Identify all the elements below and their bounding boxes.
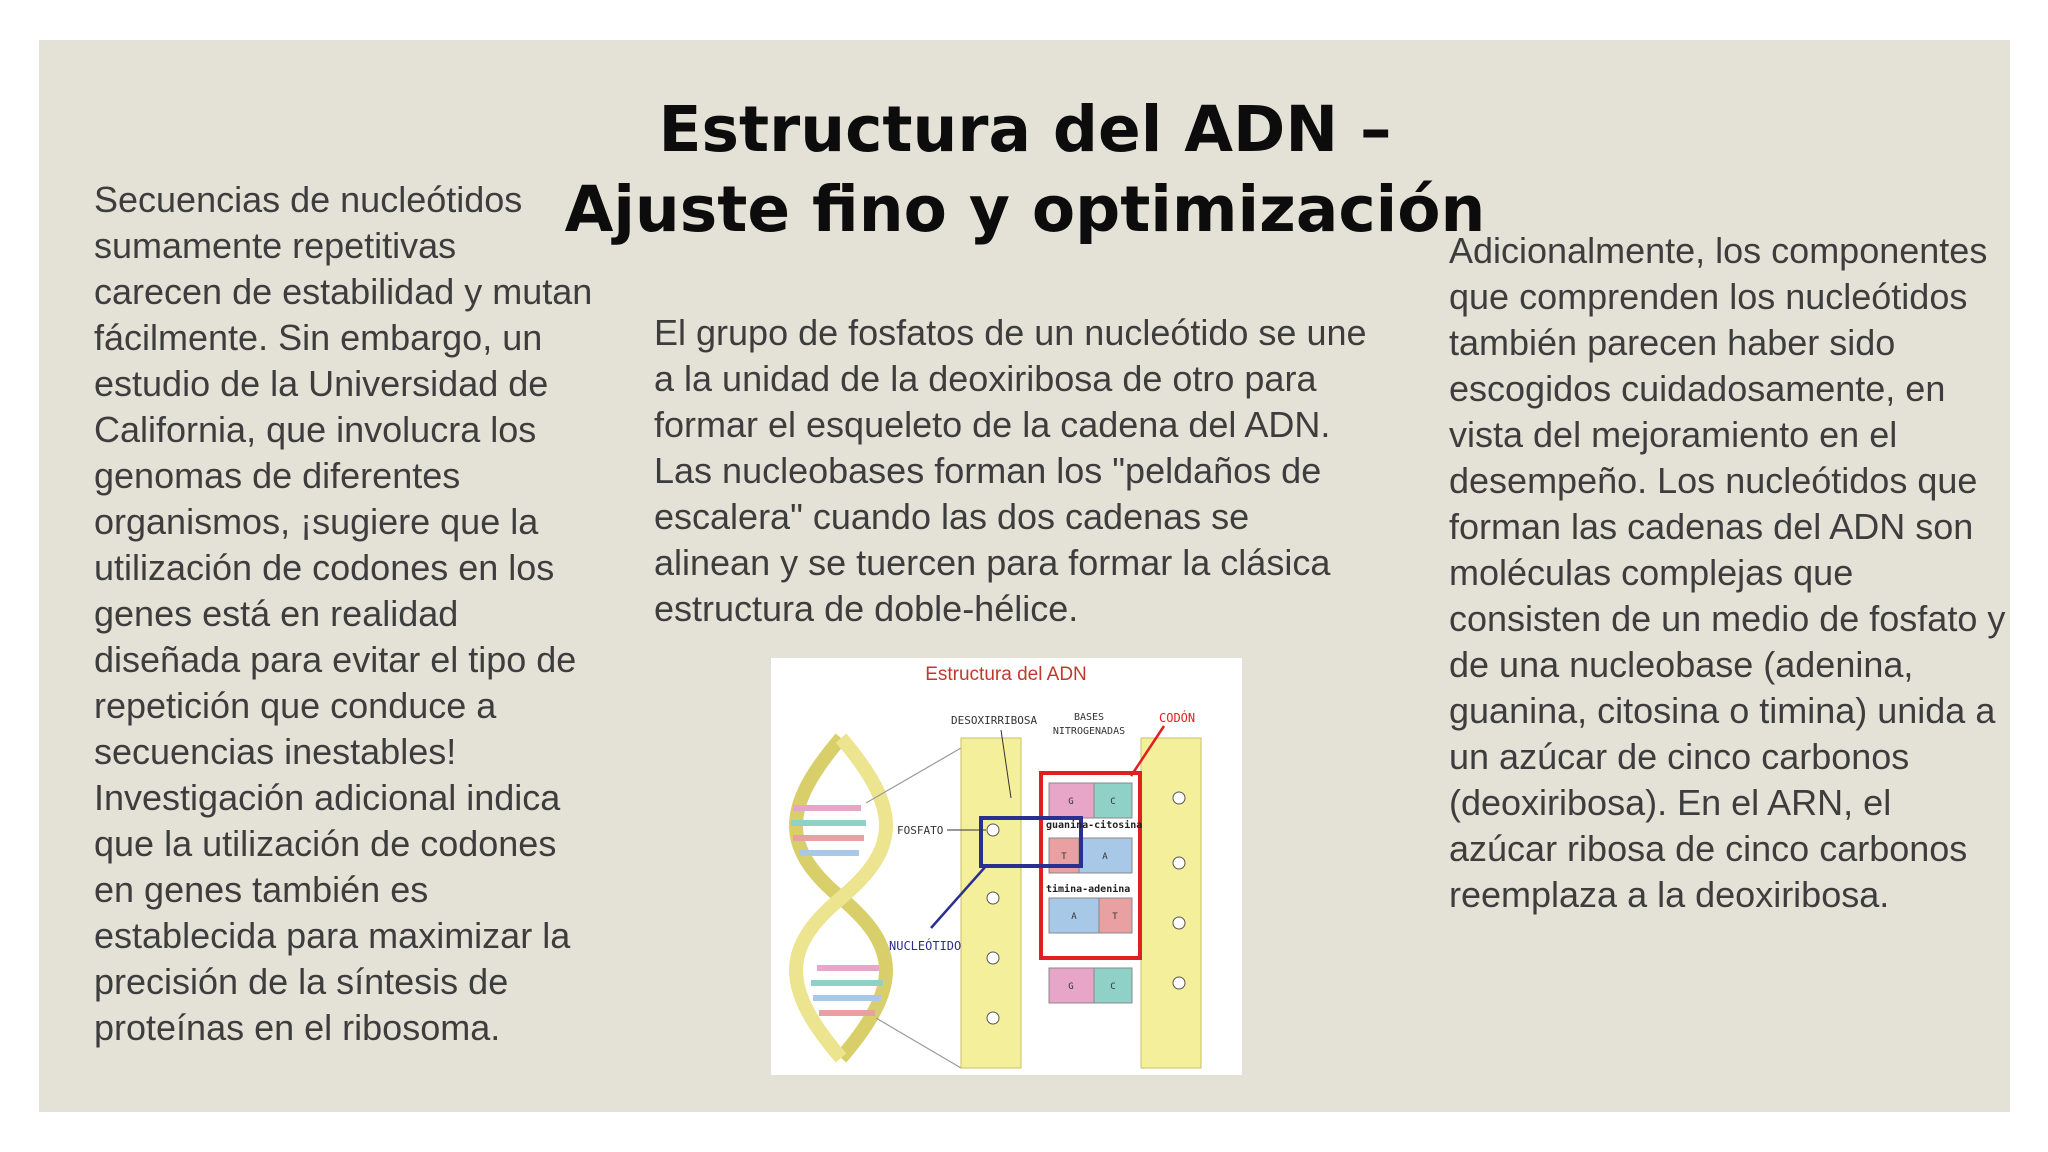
label-fosfato: FOSFATO: [897, 824, 944, 837]
base-letter: G: [1068, 982, 1074, 992]
label-timina-adenina: timina-adenina: [1046, 884, 1131, 895]
right-backbone-strand: [1141, 738, 1201, 1068]
label-nucleotido: NUCLEÓTIDO: [889, 939, 962, 953]
dna-structure-figure: [771, 658, 1242, 1075]
base-letter: C: [1110, 797, 1116, 807]
label-bases: BASES: [1073, 712, 1105, 723]
base-letter: A: [1071, 912, 1077, 922]
right-column-text: Adicionalmente, los componentes que comprenden los nucleótidos también parecen haber sido escogidos cuidadosamente, en vista del mejoramiento en el desempeño. Los nucleótidos que forman las cadenas del ADN son moléculas complejas que consisten de un medio de fosfato y de una nucleobase (adenina, guanina, citosina o timina) unida a un azúcar de cinco carbonos (deoxiribosa). En el ARN, el azúcar ribosa de cinco carbonos reemplaza a la deoxiribosa.: [1449, 230, 2006, 915]
base-letter: A: [1102, 852, 1108, 862]
label-guanina-citosina: guanina-citosina: [1046, 820, 1143, 831]
base-letter: C: [1110, 982, 1116, 992]
left-column-text: Secuencias de nucleótidos sumamente repetitivas carecen de estabilidad y mutan fácilmente. Sin embargo, un estudio de la Universidad de California, que involucra los genomas de diferentes organismos, ¡sugiere que la utilización de codones en los genes está en realidad diseñada para evitar el tipo de repetición que conduce a secuencias inestables! Investigación adicional indica que la utilización de codones en genes también es establecida para maximizar la precisión de la síntesis de proteínas en el ribosoma.: [94, 179, 593, 1048]
double-helix-graphic: [791, 738, 886, 1058]
label-codon: CODÓN: [1159, 711, 1196, 725]
label-desoxirribosa: DESOXIRRIBOSA: [951, 714, 1038, 727]
figure-title: Estructura del ADN: [925, 664, 1087, 685]
middle-column-text: El grupo de fosfatos de un nucleótido se une a la unidad de la deoxiribosa de otro para formar el esqueleto de la cadena del ADN. Las nucleobases forman los "peldaños de escalera" cuando las dos cadenas se alinean y se tuercen para formar la clásica estructura de doble-hélice.: [654, 312, 1367, 629]
dna-diagram: [771, 658, 1242, 1075]
base-letter: T: [1061, 852, 1067, 862]
label-nitrogenadas: NITROGENADAS: [1052, 726, 1126, 737]
base-letter: T: [1112, 912, 1118, 922]
base-letter: G: [1068, 797, 1074, 807]
slide-title: Estructura del ADN – Ajuste fino y optimización: [564, 93, 1486, 246]
